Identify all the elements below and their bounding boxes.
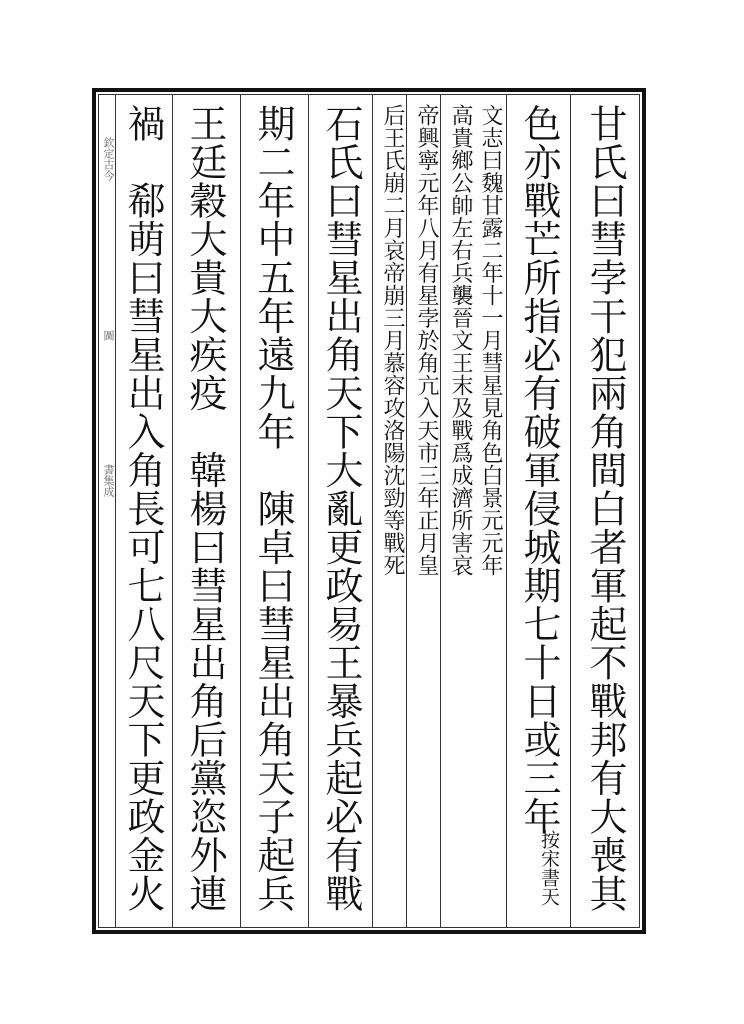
- margin-mark-middle: 圖: [102, 329, 115, 341]
- column-divider: [372, 94, 373, 928]
- text-column-7: [314, 104, 368, 924]
- column-divider: [172, 94, 173, 928]
- column-8-text: 期二年中五年遠九年 陳卓曰彗星出角天子起兵: [251, 104, 295, 913]
- column-divider: [506, 94, 507, 928]
- text-column-6: [376, 104, 408, 924]
- column-9-text: 王廷穀大貴大疾疫 韓楊曰彗星出角后黨恣外連: [183, 104, 227, 913]
- column-7-text: 石氏曰彗星出角天下大亂更政易王暴兵起必有戰: [319, 104, 363, 913]
- interlinear-note: [500, 830, 570, 920]
- column-4-text: 高貴鄉公帥左右兵襲晉文王末及戰爲成濟所害哀: [448, 104, 473, 577]
- text-column-2: [512, 104, 566, 924]
- text-column-10: [116, 104, 170, 924]
- text-column-5: [410, 104, 442, 924]
- text-column-3: [474, 104, 506, 924]
- column-divider: [570, 94, 571, 928]
- text-column-8: [246, 104, 300, 924]
- margin-mark-top: 欽定古今: [102, 137, 115, 181]
- column-6-text: 后王氏崩二月哀帝崩三月慕容攻洛陽沈勁等戰死: [380, 104, 405, 577]
- column-2-text: 色亦戰芒所指必有破軍侵城期七十日或三年: [517, 104, 561, 836]
- column-divider: [240, 94, 241, 928]
- margin-mark-bottom: 書集成: [102, 463, 115, 497]
- column-divider: [308, 94, 309, 928]
- text-column-4: [444, 104, 476, 924]
- interlinear-note-text: 按宋書天: [538, 830, 560, 906]
- text-column-1: [578, 104, 632, 924]
- column-10-text: 禍 郗萌曰彗星出入角長可七八尺天下更政金火: [121, 104, 165, 913]
- column-3-text: 文志曰魏甘露二年十一月彗星見角色白景元元年: [478, 104, 503, 577]
- text-column-9: [178, 104, 232, 924]
- column-5-text: 帝興寧元年八月有星孛於角亢入天市三年正月皇: [414, 104, 439, 577]
- column-1-text: 甘氏曰彗孛干犯兩角間白者軍起不戰邦有大喪其: [583, 104, 627, 913]
